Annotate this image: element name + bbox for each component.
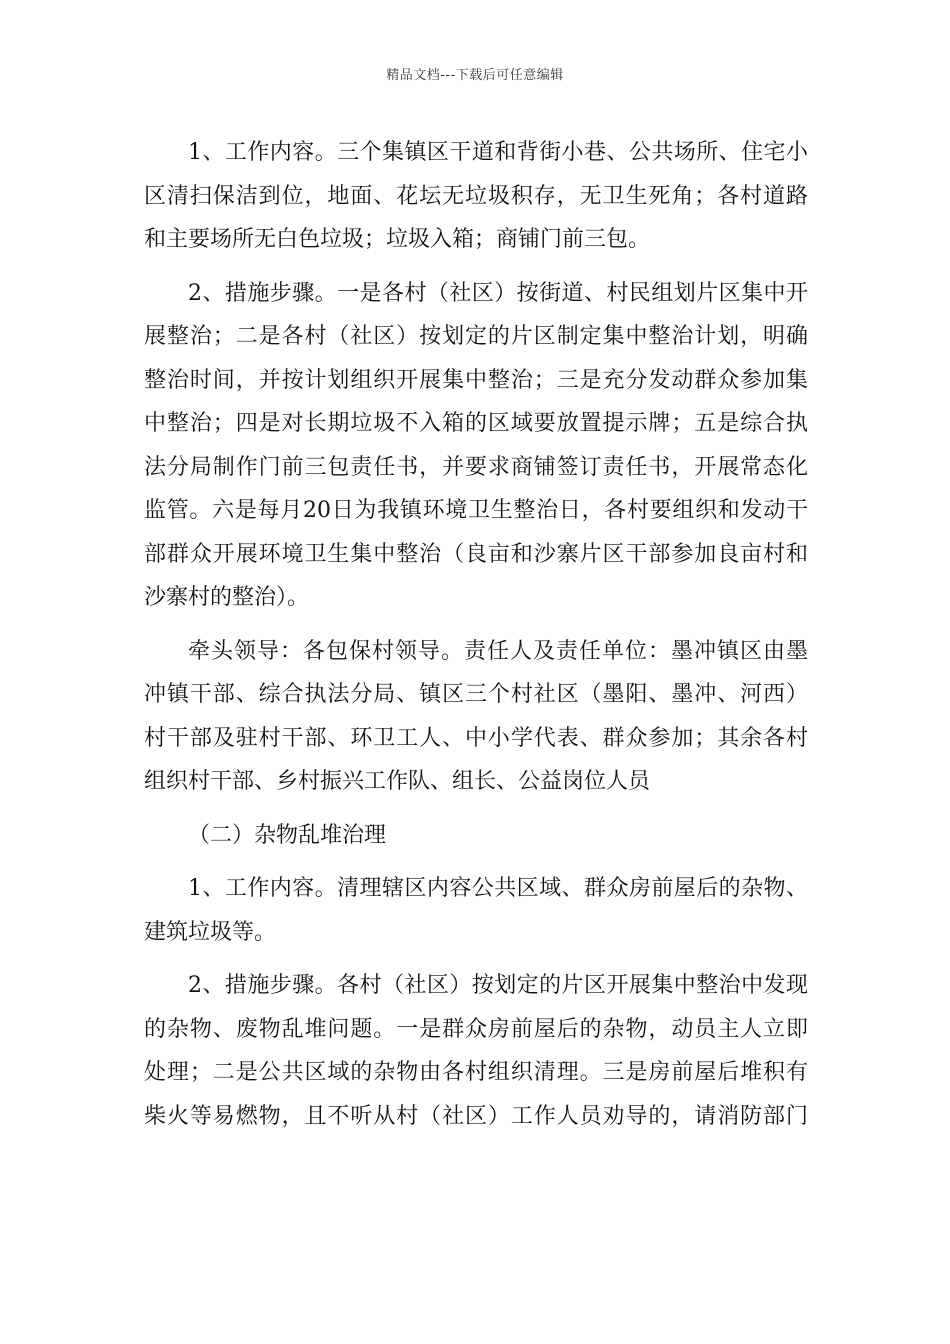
text-line: 整治时间，并按计划组织开展集中整治；三是充分发动群众参加集 [144, 367, 808, 393]
text-line: 建筑垃圾等。 [144, 919, 277, 945]
text-line: 中整治；四是对长期垃圾不入箱的区域要放置提示牌；五是综合执 [144, 411, 808, 436]
text-line: 冲镇干部、综合执法分局、镇区三个村社区（墨阳、墨冲、河西） [144, 682, 808, 707]
text-line: 1、工作内容。三个集镇区干道和背街小巷、公共场所、住宅小 [188, 140, 808, 165]
document-body [144, 131, 808, 1138]
text-line: 组织村干部、乡村振兴工作队、组长、公益岗位人员 [144, 769, 651, 794]
text-line: 1、工作内容。清理辖区内容公共区域、群众房前屋后的杂物、 [188, 876, 808, 901]
text-line: 村干部及驻村干部、环卫工人、中小学代表、群众参加；其余各村 [144, 725, 808, 751]
text-line: 的杂物、废物乱堆问题。一是群众房前屋后的杂物，动员主人立即 [144, 1016, 808, 1042]
text-line: 牵头领导：各包保村领导。责任人及责任单位：墨冲镇区由墨 [188, 638, 808, 664]
paragraph-work-content-2 [144, 867, 808, 954]
text-line: 法分局制作门前三包责任书，并要求商铺签订责任书，开展常态化 [144, 454, 808, 480]
text-line: 柴火等易燃物，且不听从村（社区）工作人员劝导的，请消防部门 [144, 1103, 808, 1129]
text-line: 2、措施步骤。各村（社区）按划定的片区开展集中整治中发现 [188, 973, 808, 998]
section-heading-debris [144, 814, 808, 858]
paragraph-measures-2 [144, 964, 808, 1138]
text-line: 监管。六是每月20日为我镇环境卫生整治日，各村要组织和发动干 [144, 498, 808, 523]
text-line: 2、措施步骤。一是各村（社区）按街道、村民组划片区集中开 [188, 280, 808, 306]
text-line: 部群众开展环境卫生集中整治（良亩和沙寨片区干部参加良亩村和 [144, 541, 808, 567]
text-line: 沙寨村的整治）。 [144, 585, 310, 610]
section-heading: （二）杂物乱堆治理 [188, 822, 387, 848]
text-line: 处理；二是公共区域的杂物由各村组织清理。三是房前屋后堆积有 [144, 1060, 808, 1085]
paragraph-responsibility [144, 630, 808, 804]
page-header: 精品文档---下载后可任意编辑 [386, 68, 564, 83]
paragraph-work-content-1 [144, 131, 808, 262]
text-line: 和主要场所无白色垃圾；垃圾入箱；商铺门前三包。 [144, 227, 651, 252]
paragraph-measures-1 [144, 272, 808, 620]
text-line: 区清扫保洁到位，地面、花坛无垃圾积存，无卫生死角；各村道路 [144, 183, 808, 209]
text-line: 展整治；二是各村（社区）按划定的片区制定集中整治计划，明确 [144, 324, 808, 349]
